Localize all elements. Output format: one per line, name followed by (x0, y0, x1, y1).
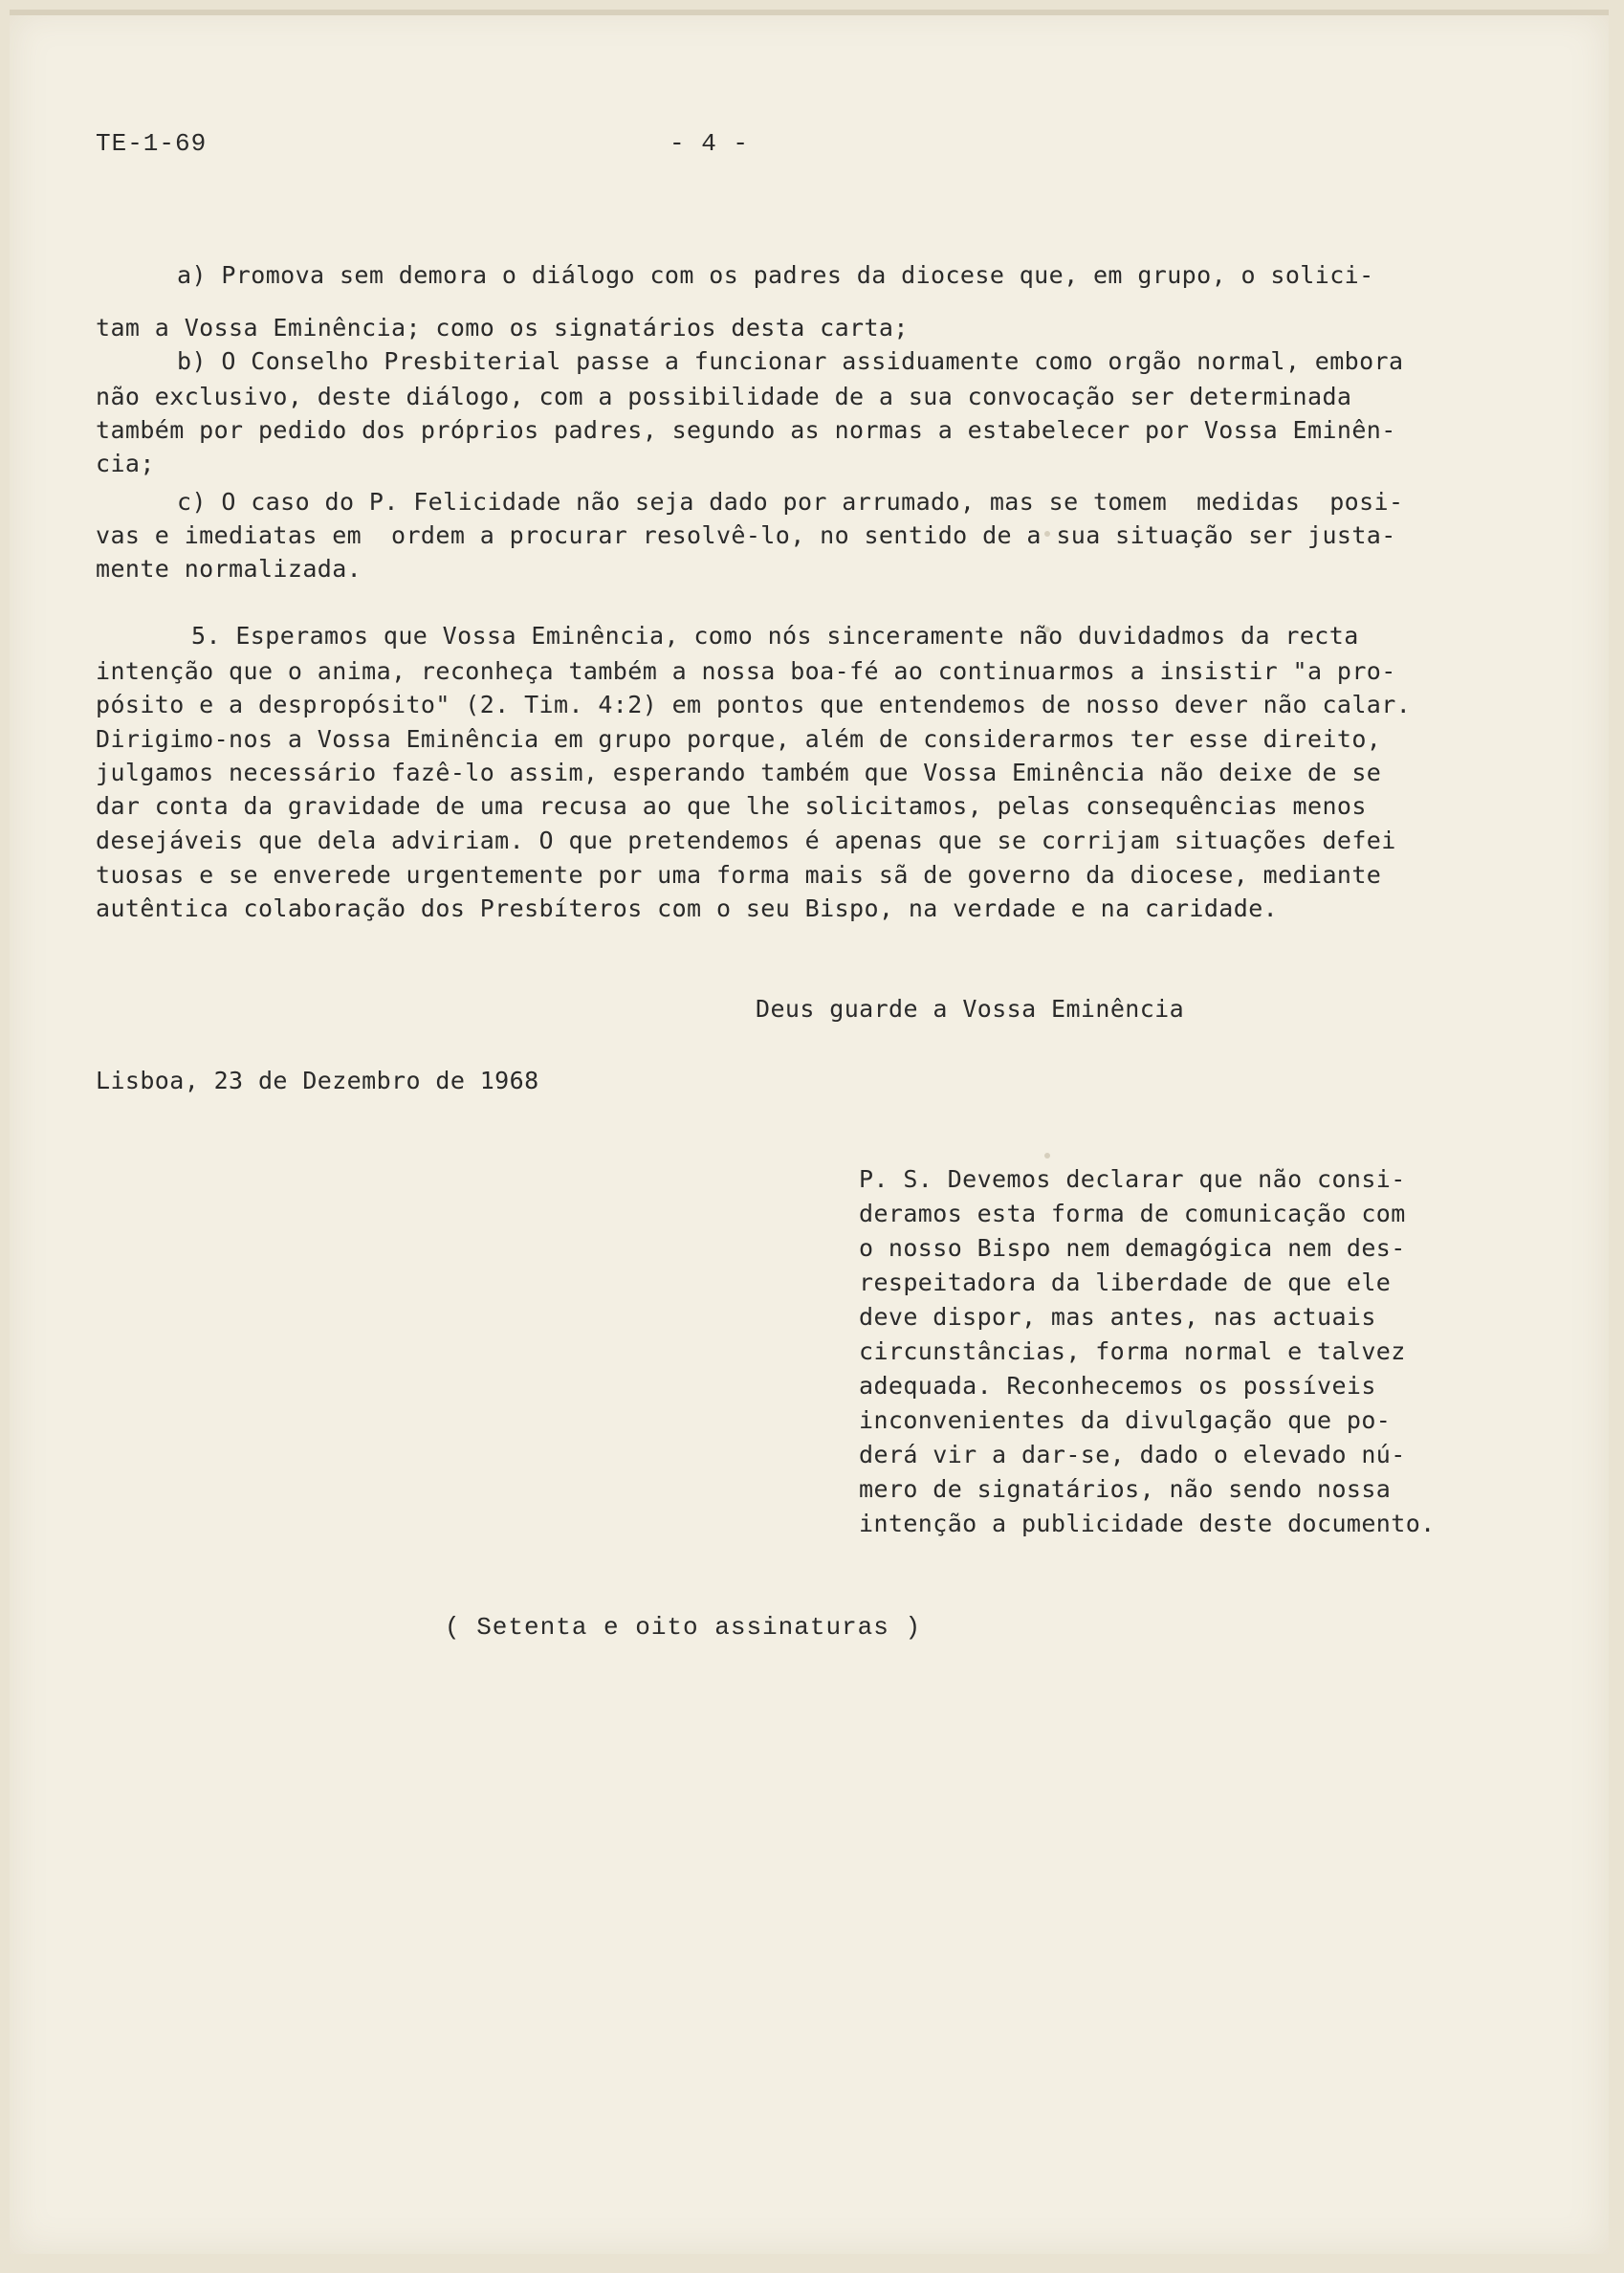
ps-line: deve dispor, mas antes, nas actuais (859, 1303, 1376, 1331)
body-line: julgamos necessário fazê-lo assim, esperando também que Vossa Eminência não deixe de se (96, 759, 1382, 786)
body-line: tam a Vossa Eminência; como os signatários desta carta; (96, 314, 909, 342)
body-line: não exclusivo, deste diálogo, com a possibilidade de a sua convocação ser determinada (96, 383, 1352, 410)
ps-line: intenção a publicidade deste documento. (859, 1510, 1436, 1537)
body-line: tuosas e se enverede urgentemente por uma forma mais sã de governo da diocese, mediante (96, 861, 1382, 889)
body-line: pósito e a despropósito" (2. Tim. 4:2) em pontos que entendemos de nosso dever não calar. (96, 691, 1412, 718)
ps-line: adequada. Reconhecemos os possíveis (859, 1372, 1376, 1400)
page-top-edge (10, 10, 1609, 15)
ps-line: derá vir a dar-se, dado o elevado nú- (859, 1441, 1406, 1468)
page-number: - 4 - (669, 129, 750, 158)
body-line: b) O Conselho Presbiterial passe a funcionar assiduamente como orgão normal, embora (177, 347, 1404, 375)
signatures-note: ( Setenta e oito assinaturas ) (445, 1613, 922, 1642)
punch-mark (1044, 1153, 1050, 1159)
ps-line: o nosso Bispo nem demagógica nem des- (859, 1234, 1406, 1262)
document-page (10, 10, 1609, 2254)
body-line: c) O caso do P. Felicidade não seja dado por arrumado, mas se tomem medidas posi- (177, 488, 1404, 516)
body-line: mente normalizada. (96, 555, 362, 583)
bleed-through-top (115, 143, 1569, 277)
bleed-through-bottom (115, 1655, 1569, 2114)
body-line: vas e imediatas em ordem a procurar resolvê-lo, no sentido de a sua situação ser justa- (96, 521, 1396, 549)
ps-line: inconvenientes da divulgação que po- (859, 1406, 1392, 1434)
ps-line: circunstâncias, forma normal e talvez (859, 1337, 1406, 1365)
body-line: autêntica colaboração dos Presbíteros com o seu Bispo, na verdade e na caridade. (96, 894, 1279, 922)
body-line: 5. Esperamos que Vossa Eminência, como nós sinceramente não duvidadmos da recta (191, 622, 1359, 650)
document-reference: TE-1-69 (96, 129, 208, 158)
body-line: desejáveis que dela adviriam. O que pretendemos é apenas que se corrijam situações defei (96, 827, 1396, 854)
body-line: cia; (96, 450, 155, 477)
ps-line: P. S. Devemos declarar que não consi- (859, 1165, 1406, 1193)
ps-line: mero de signatários, não sendo nossa (859, 1475, 1392, 1503)
body-line: dar conta da gravidade de uma recusa ao que lhe solicitamos, pelas consequências menos (96, 792, 1367, 820)
body-line: intenção que o anima, reconheça também a nossa boa-fé ao continuarmos a insistir "a pro- (96, 657, 1396, 685)
closing-salutation: Deus guarde a Vossa Eminência (756, 995, 1185, 1023)
ps-line: deramos esta forma de comunicação com (859, 1200, 1406, 1227)
body-line: também por pedido dos próprios padres, segundo as normas a estabelecer por Vossa Eminên- (96, 416, 1396, 444)
body-line: Dirigimo-nos a Vossa Eminência em grupo porque, além de considerarmos ter esse direito, (96, 725, 1382, 753)
ps-line: respeitadora da liberdade de que ele (859, 1269, 1392, 1296)
place-and-date: Lisboa, 23 de Dezembro de 1968 (96, 1067, 539, 1094)
body-line: a) Promova sem demora o diálogo com os padres da diocese que, em grupo, o solici- (177, 261, 1374, 289)
